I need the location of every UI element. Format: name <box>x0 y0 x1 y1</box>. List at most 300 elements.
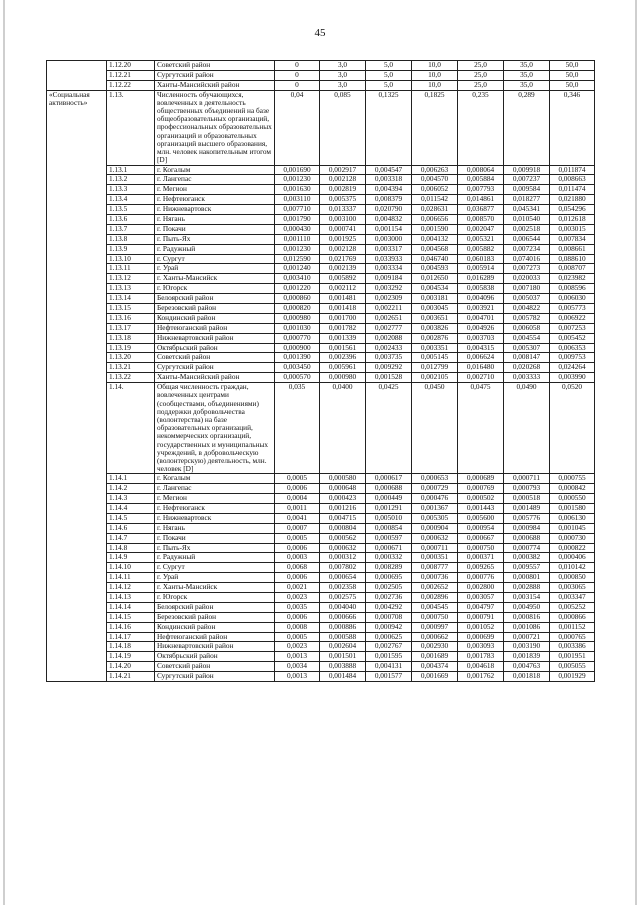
value-cell: 0,002309 <box>366 294 412 304</box>
value-cell: 0,005914 <box>458 264 504 274</box>
value-cell: 0,024264 <box>550 363 595 373</box>
value-cell: 0,000688 <box>366 484 412 494</box>
value-cell: 0,001669 <box>412 672 458 682</box>
table-row <box>47 583 595 593</box>
value-cell: 0,005037 <box>504 294 550 304</box>
value-cell: 0,000942 <box>366 622 412 632</box>
indicator-header-row <box>47 90 595 165</box>
value-cell: 0,000671 <box>366 543 412 553</box>
value-cell: 0,000755 <box>550 474 595 484</box>
value-cell: 0,002211 <box>366 303 412 313</box>
row-name: г. Сургут <box>155 563 275 573</box>
value-cell: 0,003015 <box>550 224 595 234</box>
row-code: 1.13.9 <box>107 244 155 254</box>
table-row <box>47 274 595 284</box>
row-code: 1.14.7 <box>107 533 155 543</box>
value-cell: 50,0 <box>550 70 595 80</box>
value-cell: 0,074016 <box>504 254 550 264</box>
row-code: 1.13.2 <box>107 175 155 185</box>
value-cell: 0,018277 <box>504 195 550 205</box>
value-cell: 0,005252 <box>550 602 595 612</box>
value-cell: 0,000765 <box>550 632 595 642</box>
value-cell: 0,000750 <box>458 543 504 553</box>
value-cell: 0,000430 <box>275 224 320 234</box>
value-cell: 35,0 <box>504 61 550 71</box>
table-row <box>47 533 595 543</box>
value-cell: 0,008663 <box>550 175 595 185</box>
value-cell: 0,006058 <box>504 323 550 333</box>
row-code: 1.14.4 <box>107 504 155 514</box>
value-cell: 0,001951 <box>550 652 595 662</box>
value-cell: 3,0 <box>320 61 366 71</box>
value-cell: 0,000822 <box>550 543 595 553</box>
value-cell: 0,000900 <box>275 343 320 353</box>
value-cell: 0,006263 <box>412 165 458 175</box>
row-name: Кондинский район <box>155 313 275 323</box>
indicator-value: 0,0490 <box>504 383 550 474</box>
value-cell: 0,002518 <box>504 224 550 234</box>
value-cell: 0,002651 <box>366 313 412 323</box>
value-cell: 0,003057 <box>458 593 504 603</box>
row-code: 1.14.2 <box>107 484 155 494</box>
value-cell: 0,004822 <box>504 303 550 313</box>
value-cell: 0,001216 <box>320 504 366 514</box>
value-cell: 0,000736 <box>412 573 458 583</box>
value-cell: 0,000816 <box>504 612 550 622</box>
row-name: г. Ханты-Мансийск <box>155 274 275 284</box>
value-cell: 0,000776 <box>458 573 504 583</box>
value-cell: 0,008147 <box>504 353 550 363</box>
value-cell: 0,008064 <box>458 165 504 175</box>
value-cell: 0,009184 <box>366 274 412 284</box>
value-cell: 0,001818 <box>504 672 550 682</box>
value-cell: 0,003110 <box>275 195 320 205</box>
value-cell: 0,005145 <box>412 353 458 363</box>
row-code: 1.13.5 <box>107 205 155 215</box>
value-cell: 0,000984 <box>504 523 550 533</box>
value-cell: 0,054296 <box>550 205 595 215</box>
value-cell: 10,0 <box>412 80 458 90</box>
value-cell: 0,003347 <box>550 593 595 603</box>
indicator-value: 0,035 <box>275 383 320 474</box>
row-code: 1.13.17 <box>107 323 155 333</box>
table-row <box>47 254 595 264</box>
value-cell: 10,0 <box>412 61 458 71</box>
value-cell: 0,000711 <box>412 543 458 553</box>
value-cell: 0,001783 <box>458 652 504 662</box>
row-code: 1.14.10 <box>107 563 155 573</box>
row-code: 1.13.12 <box>107 274 155 284</box>
row-name: Белоярский район <box>155 602 275 612</box>
value-cell: 0,003703 <box>458 333 504 343</box>
row-code: 1.14.15 <box>107 612 155 622</box>
table-row <box>47 294 595 304</box>
row-code: 1.14.8 <box>107 543 155 553</box>
row-name: Нижневартовский район <box>155 333 275 343</box>
value-cell: 0,000980 <box>320 373 366 383</box>
value-cell: 0,001030 <box>275 323 320 333</box>
table-row <box>47 373 595 383</box>
row-code: 1.12.20 <box>107 61 155 71</box>
value-cell: 0,0006 <box>275 573 320 583</box>
value-cell: 0,0035 <box>275 602 320 612</box>
value-cell: 0,008777 <box>412 563 458 573</box>
value-cell: 0,036877 <box>458 205 504 215</box>
value-cell: 0,008661 <box>550 244 595 254</box>
value-cell: 0,005776 <box>504 513 550 523</box>
value-cell: 0,005961 <box>320 363 366 373</box>
value-cell: 0,001561 <box>320 343 366 353</box>
table-row <box>47 303 595 313</box>
value-cell: 0,000774 <box>504 543 550 553</box>
row-name: г. Мегион <box>155 494 275 504</box>
table-row <box>47 165 595 175</box>
value-cell: 0,001481 <box>320 294 366 304</box>
value-cell: 0,005375 <box>320 195 366 205</box>
value-cell: 0,000502 <box>458 494 504 504</box>
value-cell: 0,013337 <box>320 205 366 215</box>
value-cell: 35,0 <box>504 80 550 90</box>
value-cell: 0,006030 <box>550 294 595 304</box>
value-cell: 0,012799 <box>412 363 458 373</box>
value-cell: 0,002505 <box>366 583 412 593</box>
indicator-value: 0,235 <box>458 90 504 165</box>
value-cell: 0,014861 <box>458 195 504 205</box>
value-cell: 0,001230 <box>275 244 320 254</box>
value-cell: 0,004568 <box>412 244 458 254</box>
value-cell: 0,001839 <box>504 652 550 662</box>
value-cell: 0,0005 <box>275 533 320 543</box>
table-row <box>47 195 595 205</box>
value-cell: 0,000980 <box>275 313 320 323</box>
value-cell: 0,001230 <box>275 175 320 185</box>
row-name: г. Нефтеюганск <box>155 195 275 205</box>
row-name: Ханты-Мансийский район <box>155 80 275 90</box>
value-cell: 0,000689 <box>458 474 504 484</box>
value-cell: 0,000382 <box>504 553 550 563</box>
value-cell: 0,005782 <box>504 313 550 323</box>
value-cell: 0,001110 <box>275 234 320 244</box>
value-cell: 0,004040 <box>320 602 366 612</box>
value-cell: 0,004701 <box>458 313 504 323</box>
value-cell: 0,016480 <box>458 363 504 373</box>
indicator-value: 0,0520 <box>550 383 595 474</box>
row-code: 1.13.4 <box>107 195 155 205</box>
table-row <box>47 205 595 215</box>
value-cell: 0,000708 <box>366 612 412 622</box>
section-label: «Социальная активность» <box>47 90 107 681</box>
value-cell: 0,003334 <box>366 264 412 274</box>
row-name: Октябрьский район <box>155 343 275 353</box>
value-cell: 0,001220 <box>275 284 320 294</box>
value-cell: 0,000886 <box>320 622 366 632</box>
value-cell: 0,002888 <box>504 583 550 593</box>
value-cell: 0,003386 <box>550 642 595 652</box>
value-cell: 0,0005 <box>275 474 320 484</box>
value-cell: 0,007793 <box>458 185 504 195</box>
value-cell: 0,009584 <box>504 185 550 195</box>
row-name: г. Мегион <box>155 185 275 195</box>
value-cell: 0,009292 <box>366 363 412 373</box>
value-cell: 0,004545 <box>412 602 458 612</box>
row-name: г. Пыть-Ях <box>155 234 275 244</box>
value-cell: 0,004315 <box>458 343 504 353</box>
value-cell: 25,0 <box>458 61 504 71</box>
value-cell: 0,001339 <box>320 333 366 343</box>
value-cell: 0,010142 <box>550 563 595 573</box>
value-cell: 0,001484 <box>320 672 366 682</box>
value-cell: 0,003351 <box>412 343 458 353</box>
page-number: 45 <box>314 27 326 39</box>
value-cell: 0,002088 <box>366 333 412 343</box>
table-row <box>47 494 595 504</box>
row-name: г. Сургут <box>155 254 275 264</box>
value-cell: 0,001154 <box>366 224 412 234</box>
value-cell: 0,002358 <box>320 583 366 593</box>
value-cell: 0,000662 <box>412 632 458 642</box>
value-cell: 0,002105 <box>412 373 458 383</box>
indicator-value: 0,0400 <box>320 383 366 474</box>
value-cell: 0,000730 <box>550 533 595 543</box>
value-cell: 0,005305 <box>412 513 458 523</box>
indicator-value: 0,0475 <box>458 383 504 474</box>
indicator-value: 0,0425 <box>366 383 412 474</box>
value-cell: 0,012618 <box>550 214 595 224</box>
value-cell: 0,007802 <box>320 563 366 573</box>
value-cell: 0,006922 <box>550 313 595 323</box>
value-cell: 0,003410 <box>275 274 320 284</box>
value-cell: 0,088610 <box>550 254 595 264</box>
value-cell: 0,002800 <box>458 583 504 593</box>
value-cell: 0,0006 <box>275 612 320 622</box>
row-name: г. Покачи <box>155 224 275 234</box>
row-name: г. Радужный <box>155 244 275 254</box>
table-row <box>47 175 595 185</box>
value-cell: 0,001577 <box>366 672 412 682</box>
table-row <box>47 602 595 612</box>
table-row <box>47 61 595 71</box>
value-cell: 0,003333 <box>504 373 550 383</box>
table-row <box>47 573 595 583</box>
value-cell: 0,0003 <box>275 553 320 563</box>
value-cell: 0,0011 <box>275 504 320 514</box>
indicator-header-row <box>47 383 595 474</box>
value-cell: 0,000476 <box>412 494 458 504</box>
table-row <box>47 662 595 672</box>
row-code: 1.13.7 <box>107 224 155 234</box>
value-cell: 0,003888 <box>320 662 366 672</box>
table-row <box>47 543 595 553</box>
row-name: г. Нефтеюганск <box>155 504 275 514</box>
value-cell: 0,000580 <box>320 474 366 484</box>
value-cell: 0,004554 <box>504 333 550 343</box>
value-cell: 0,000449 <box>366 494 412 504</box>
value-cell: 0,0034 <box>275 662 320 672</box>
value-cell: 0,003735 <box>366 353 412 363</box>
value-cell: 0,005600 <box>458 513 504 523</box>
row-name: Сургутский район <box>155 672 275 682</box>
value-cell: 0,002128 <box>320 175 366 185</box>
value-cell: 0,002396 <box>320 353 366 363</box>
table-row <box>47 323 595 333</box>
value-cell: 0,005882 <box>458 244 504 254</box>
row-name: Советский район <box>155 61 275 71</box>
row-name: г. Когалым <box>155 165 275 175</box>
value-cell: 0,009753 <box>550 353 595 363</box>
value-cell: 0,001790 <box>275 214 320 224</box>
value-cell: 0,002433 <box>366 343 412 353</box>
row-name: г. Когалым <box>155 474 275 484</box>
value-cell: 0,004593 <box>412 264 458 274</box>
value-cell: 0,003100 <box>320 214 366 224</box>
value-cell: 0,004926 <box>458 323 504 333</box>
table-row <box>47 563 595 573</box>
row-code: 1.14.21 <box>107 672 155 682</box>
value-cell: 0,006353 <box>550 343 595 353</box>
value-cell: 5,0 <box>366 80 412 90</box>
value-cell: 0,000617 <box>366 474 412 484</box>
value-cell: 0,004570 <box>412 175 458 185</box>
table-row <box>47 234 595 244</box>
table-row <box>47 523 595 533</box>
value-cell: 0,000406 <box>550 553 595 563</box>
indicator-code: 1.14. <box>107 383 155 474</box>
row-code: 1.14.6 <box>107 523 155 533</box>
value-cell: 0,021769 <box>320 254 366 264</box>
value-cell: 0,004096 <box>458 294 504 304</box>
table-row <box>47 313 595 323</box>
row-name: Октябрьский район <box>155 652 275 662</box>
value-cell: 0,007710 <box>275 205 320 215</box>
value-cell: 0,000820 <box>275 303 320 313</box>
row-code: 1.13.13 <box>107 284 155 294</box>
value-cell: 0,020790 <box>366 205 412 215</box>
value-cell: 0,008379 <box>366 195 412 205</box>
value-cell: 0,001762 <box>458 672 504 682</box>
value-cell: 0,003045 <box>412 303 458 313</box>
row-name: г. Урай <box>155 264 275 274</box>
value-cell: 0,002930 <box>412 642 458 652</box>
value-cell: 0,0023 <box>275 593 320 603</box>
value-cell: 0,007180 <box>504 284 550 294</box>
value-cell: 0,000332 <box>366 553 412 563</box>
indicator-code: 1.13. <box>107 90 155 165</box>
value-cell: 0 <box>275 80 320 90</box>
value-cell: 0,004292 <box>366 602 412 612</box>
value-cell: 0,021880 <box>550 195 595 205</box>
indicator-description: Общая численность граждан, вовлеченных центрами (сообществами, объединениями) поддержки добровольчества (волонтерства) на базе образовательных организаций, некоммерческих организаций, государственных и муниципальных учреждений, в добровольческую (волонтерскую) деятельность, млн. человек [D] <box>155 383 275 474</box>
indicator-description: Численность обучающихся, вовлеченных в деятельность общественных объединений на базе общеобразовательных организаций, профессиональных образовательных организаций и образовательных организаций высшего образования, млн. человек накопительным итогом [D] <box>155 90 275 165</box>
value-cell: 0,000699 <box>458 632 504 642</box>
value-cell: 0,000653 <box>412 474 458 484</box>
value-cell: 0,000667 <box>458 533 504 543</box>
indicator-value: 0,346 <box>550 90 595 165</box>
table-row <box>47 622 595 632</box>
row-code: 1.14.20 <box>107 662 155 672</box>
value-cell: 0,012590 <box>275 254 320 264</box>
value-cell: 0,003450 <box>275 363 320 373</box>
value-cell: 0,000854 <box>366 523 412 533</box>
row-code: 1.13.6 <box>107 214 155 224</box>
row-code: 1.14.1 <box>107 474 155 484</box>
row-name: Кондинский район <box>155 622 275 632</box>
value-cell: 0,007834 <box>550 234 595 244</box>
value-cell: 0,060183 <box>458 254 504 264</box>
value-cell: 0,000860 <box>275 294 320 304</box>
row-code: 1.13.19 <box>107 343 155 353</box>
table-row <box>47 652 595 662</box>
value-cell: 0,010540 <box>504 214 550 224</box>
value-cell: 0,001595 <box>366 652 412 662</box>
value-cell: 0,000904 <box>412 523 458 533</box>
indicator-value: 0,1825 <box>412 90 458 165</box>
value-cell: 0,000632 <box>320 543 366 553</box>
value-cell: 0,000371 <box>458 553 504 563</box>
value-cell: 0,001443 <box>458 504 504 514</box>
value-cell: 0,0006 <box>275 543 320 553</box>
value-cell: 0,001925 <box>320 234 366 244</box>
value-cell: 0,033933 <box>366 254 412 264</box>
value-cell: 0,011474 <box>550 185 595 195</box>
table-row <box>47 363 595 373</box>
value-cell: 0,000741 <box>320 224 366 234</box>
value-cell: 0,001152 <box>550 622 595 632</box>
row-name: г. Нижневартовск <box>155 205 275 215</box>
table-row <box>47 484 595 494</box>
value-cell: 0,001052 <box>458 622 504 632</box>
value-cell: 0,005055 <box>550 662 595 672</box>
value-cell: 0,002777 <box>366 323 412 333</box>
value-cell: 0,000801 <box>504 573 550 583</box>
row-code: 1.13.20 <box>107 353 155 363</box>
value-cell: 0,006624 <box>458 353 504 363</box>
table-row <box>47 70 595 80</box>
row-name: г. Лангепас <box>155 175 275 185</box>
value-cell: 0,005452 <box>550 333 595 343</box>
value-cell: 0,005321 <box>458 234 504 244</box>
row-code: 1.13.3 <box>107 185 155 195</box>
value-cell: 0,004832 <box>366 214 412 224</box>
table-row <box>47 185 595 195</box>
value-cell: 0,005884 <box>458 175 504 185</box>
value-cell: 0,002896 <box>412 593 458 603</box>
table-row <box>47 504 595 514</box>
row-code: 1.13.18 <box>107 333 155 343</box>
value-cell: 0,002710 <box>458 373 504 383</box>
row-code: 1.14.12 <box>107 583 155 593</box>
value-cell: 0,000842 <box>550 484 595 494</box>
value-cell: 0,001367 <box>412 504 458 514</box>
row-name: г. Пыть-Ях <box>155 543 275 553</box>
table-row <box>47 343 595 353</box>
value-cell: 0,001580 <box>550 504 595 514</box>
value-cell: 0,006052 <box>412 185 458 195</box>
value-cell: 0,003093 <box>458 642 504 652</box>
value-cell: 0,003651 <box>412 313 458 323</box>
value-cell: 0,003990 <box>550 373 595 383</box>
value-cell: 0,000688 <box>504 533 550 543</box>
value-cell: 0,002604 <box>320 642 366 652</box>
value-cell: 0,006544 <box>504 234 550 244</box>
row-name: Березовский район <box>155 612 275 622</box>
row-code: 1.14.11 <box>107 573 155 583</box>
indicator-table <box>46 60 595 682</box>
row-code: 1.14.9 <box>107 553 155 563</box>
value-cell: 0,001590 <box>412 224 458 234</box>
table-row <box>47 214 595 224</box>
value-cell: 0 <box>275 70 320 80</box>
value-cell: 0,002819 <box>320 185 366 195</box>
